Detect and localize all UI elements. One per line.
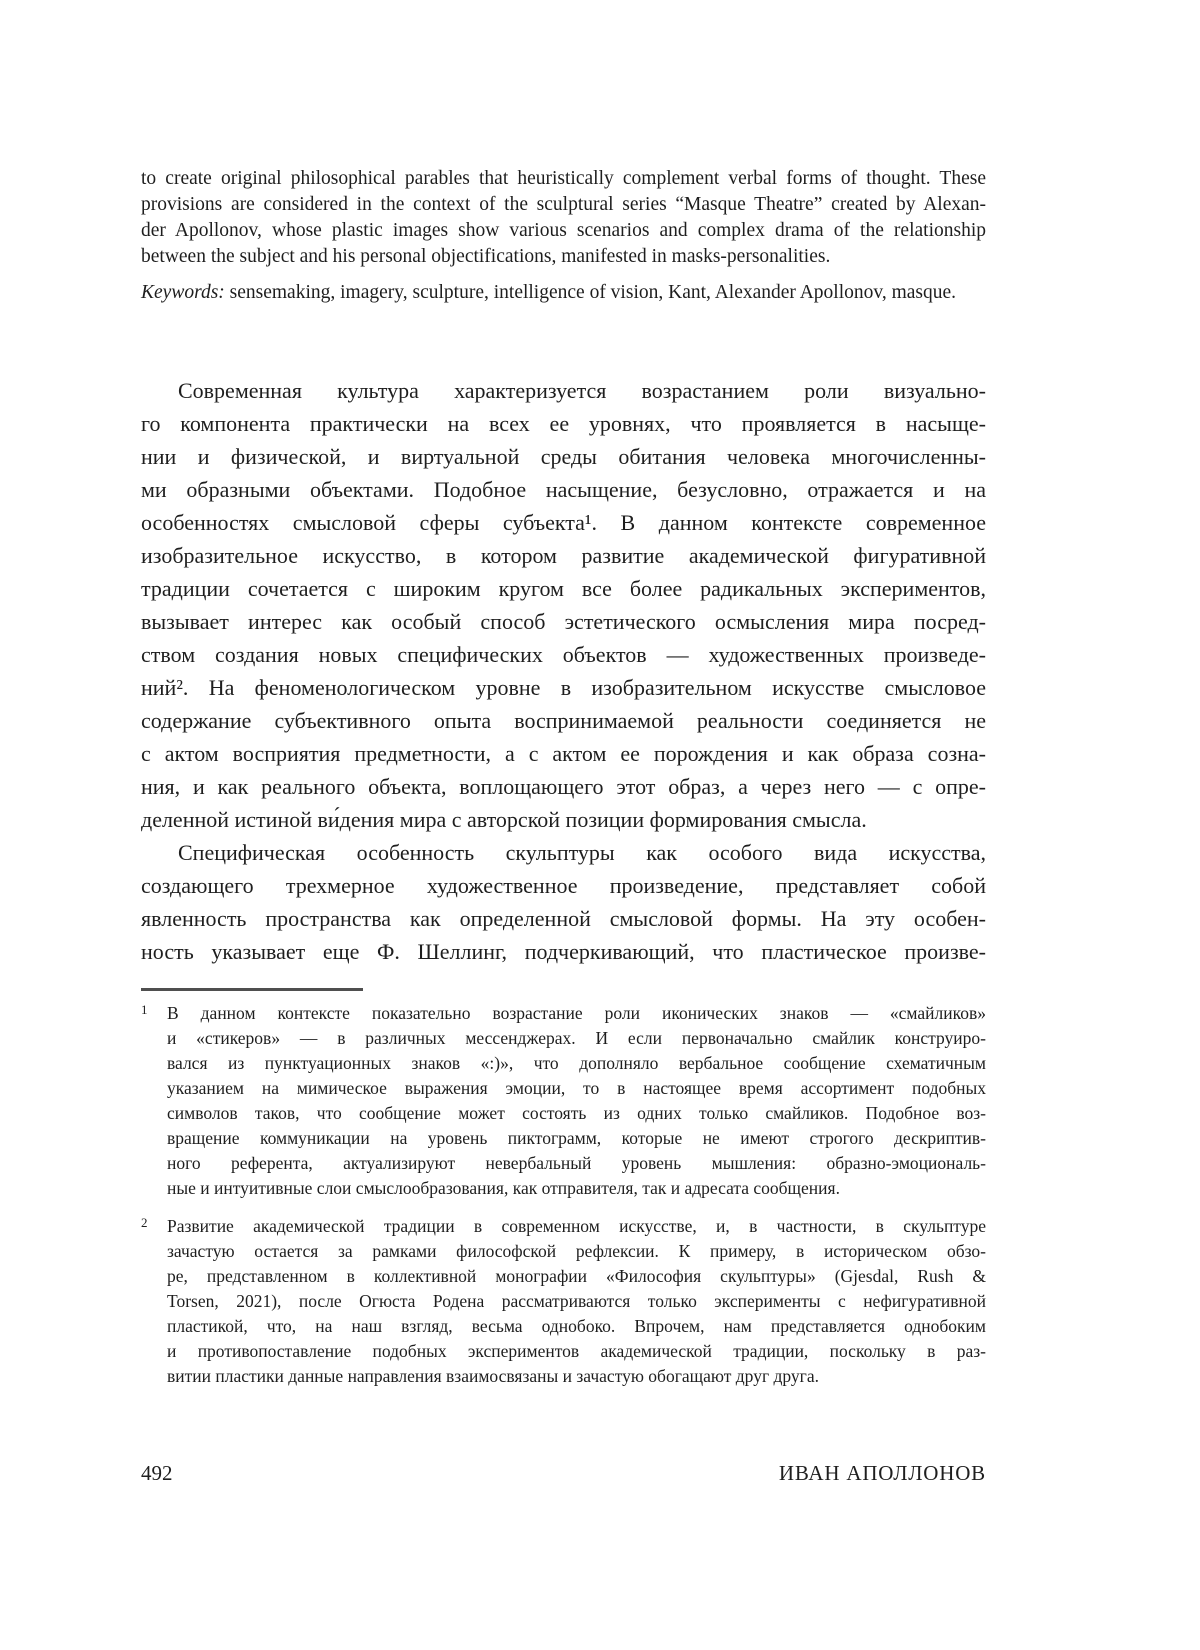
- text-line: зачастую остается за рамками философской рефлексии. К примеру, в историческом обзо-: [167, 1241, 986, 1261]
- abstract-text: [141, 166, 986, 270]
- text-line: ре, представленном в коллективной монографии «Философия скульптуры» (Gjesdal, Rush &: [167, 1266, 986, 1286]
- text-line: der Apollonov, whose plastic images show various scenarios and complex drama of the relationship: [141, 220, 986, 241]
- text-line: Современная культура характеризуется возрастанием роли визуально-: [178, 378, 986, 403]
- running-head-author: ИВАН АПОЛЛОНОВ: [778, 1461, 986, 1485]
- footnote-2-marker: 2: [141, 1215, 148, 1230]
- keywords-line: [141, 280, 986, 306]
- text-line: Специфическая особенность скульптуры как особого вида искусства,: [178, 840, 986, 865]
- text-line: ния, и как реального объекта, воплощающего этот образ, а через него — с опре-: [141, 774, 986, 799]
- keywords-text: sensemaking, imagery, sculpture, intelligence of vision, Kant, Alexander Apollonov, masque.: [229, 282, 957, 303]
- text-line: го компонента практически на всех ее уровнях, что проявляется в насыще-: [141, 411, 986, 436]
- footnote-2: [141, 1214, 986, 1389]
- text-line: ми образными объектами. Подобное насыщение, безусловно, отражается и на: [141, 477, 986, 502]
- text-line: Развитие академической традиции в современном искусстве, и, в частности, в скульптуре: [167, 1216, 986, 1236]
- article-body: [141, 374, 986, 968]
- text-line: between the subject and his personal objectifications, manifested in masks-personalities.: [141, 246, 831, 267]
- text-line: особенностях смысловой сферы субъекта¹. В данном контексте современное: [141, 510, 986, 535]
- text-line: ные и интуитивные слои смыслообразования, как отправителя, так и адресата сообщения.: [167, 1178, 840, 1198]
- text-line: изобразительное искусство, в котором развитие академической фигуративной: [141, 543, 986, 568]
- keywords-label: Keywords:: [141, 282, 225, 303]
- text-line: вращение коммуникации на уровень пиктограмм, которые не имеют строгого дескриптив-: [167, 1128, 986, 1148]
- text-line: с актом восприятия предметности, а с актом ее порождения и как образа созна-: [141, 741, 986, 766]
- text-line: to create original philosophical parables that heuristically complement verbal forms of thought. These: [141, 168, 986, 189]
- text-line: ность указывает еще Ф. Шеллинг, подчеркивающий, что пластическое произве-: [141, 939, 986, 964]
- body-paragraph-1: [141, 374, 986, 836]
- text-line: содержание субъективного опыта воспринимаемой реальности соединяется не: [141, 708, 986, 733]
- text-line: и «стикеров» — в различных мессенджерах. И если первоначально смайлик конструиро-: [167, 1028, 986, 1048]
- text-line: и противопоставление подобных экспериментов академической традиции, поскольку в раз-: [167, 1341, 986, 1361]
- text-line: пластикой, что, на наш взгляд, весьма однобоко. Впрочем, нам представляется однобоким: [167, 1316, 986, 1336]
- text-line: явленность пространства как определенной смысловой формы. На эту особен-: [141, 906, 986, 931]
- text-line: традиции сочетается с широким кругом все более радикальных экспериментов,: [141, 576, 986, 601]
- footnotes: [141, 1001, 986, 1389]
- text-line: витии пластики данные направления взаимосвязаны и зачастую обогащают друг друга.: [167, 1366, 819, 1386]
- text-line: ного референта, актуализируют невербальный уровень мышления: образно-эмоциональ-: [167, 1153, 986, 1173]
- text-line: provisions are considered in the context of the sculptural series “Masque Theatre” created by Alexan-: [141, 194, 986, 215]
- footnote-1-marker: 1: [141, 1002, 148, 1017]
- body-paragraph-2: [141, 836, 986, 968]
- page-number: 492: [141, 1461, 173, 1485]
- text-line: создающего трехмерное художественное произведение, представляет собой: [141, 873, 986, 898]
- page-footer: [141, 1460, 986, 1486]
- footnote-separator: [141, 988, 363, 991]
- footnote-1-text: [167, 1001, 986, 1201]
- text-line: нии и физической, и виртуальной среды обитания человека многочисленны-: [141, 444, 986, 469]
- text-line: ний². На феноменологическом уровне в изобразительном искусстве смысловое: [141, 675, 986, 700]
- text-line: деленной истиной ви́дения мира с авторской позиции формирования смысла.: [141, 807, 867, 832]
- text-line: ством создания новых специфических объектов — художественных произведе-: [141, 642, 986, 667]
- text-line: Torsen, 2021), после Огюста Родена рассматриваются только эксперименты с нефигуративной: [167, 1291, 986, 1311]
- text-line: В данном контексте показательно возрастание роли иконических знаков — «смайликов»: [167, 1003, 986, 1023]
- text-line: указанием на мимическое выражения эмоции, то в настоящее время ассортимент подобных: [167, 1078, 986, 1098]
- text-line: вался из пунктуационных знаков «:)», что дополняло вербальное сообщение схематичным: [167, 1053, 986, 1073]
- footnote-2-text: [167, 1214, 986, 1389]
- footnote-1: [141, 1001, 986, 1201]
- text-line: вызывает интерес как особый способ эстетического осмысления мира посред-: [141, 609, 986, 634]
- text-line: символов таков, что сообщение может состоять из одних только смайликов. Подобное воз-: [167, 1103, 986, 1123]
